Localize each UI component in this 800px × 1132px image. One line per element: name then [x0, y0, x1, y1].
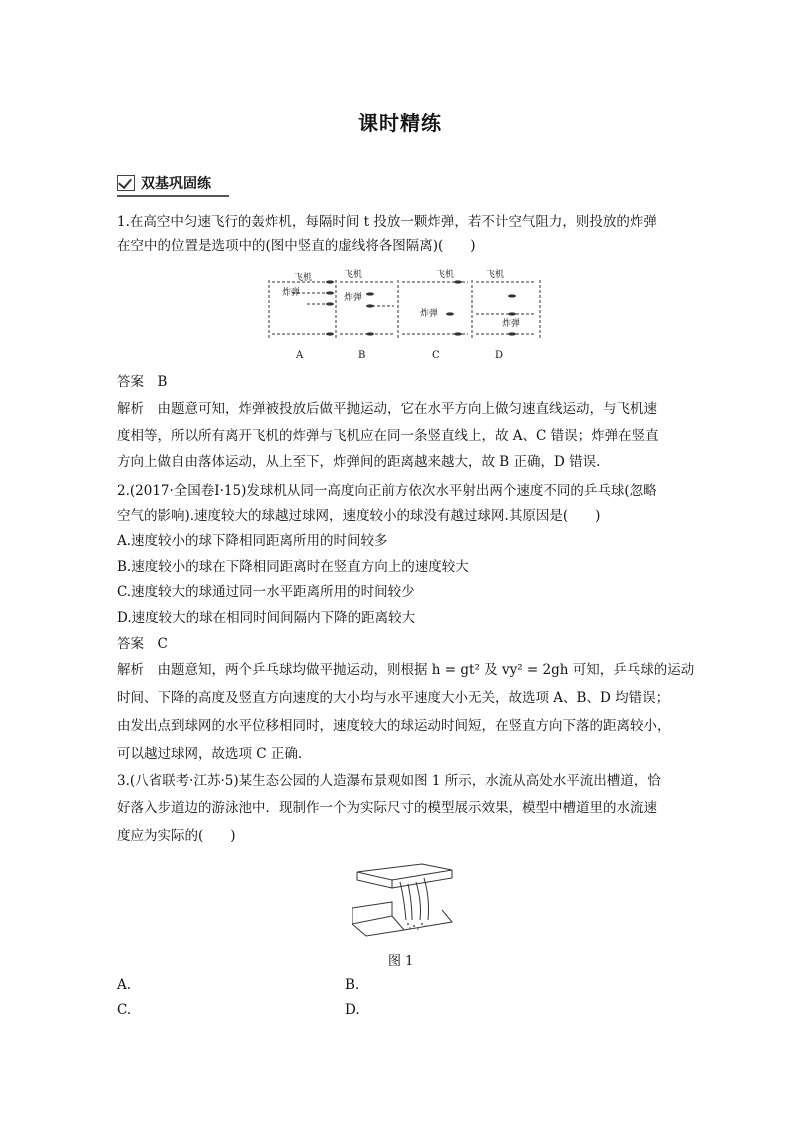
q3-option-c: C. [117, 1002, 132, 1018]
q2-analysis-line-3: 由发出点到球网的水平位移相同时，速度较大的球运动时间短，在竖直方向下落的距离较小， [117, 718, 671, 734]
q2-answer: 答案 C [117, 636, 168, 652]
q1-analysis-line-3: 方向上做自由落体运动，从上至下，炸弹间的距离越来越大，故 B 正确，D 错误. [117, 454, 601, 470]
q2-option-d: D.速度较大的球在相同时间间隔内下降的距离较大 [117, 610, 416, 626]
bomb-label-d: 炸弹 [502, 319, 521, 329]
bomb-label-b: 炸弹 [344, 293, 363, 303]
section-underline [117, 195, 229, 197]
q2-analysis-line-1: 解析 由题意知，两个乒乓球均做平抛运动，则根据 h = gt² 及 vy² = 2gh 可知，乒乓球的运动 [117, 662, 695, 678]
option-label-c: C [432, 350, 440, 361]
plane-label-c: 飞机 [436, 270, 455, 280]
checkbox-icon [117, 175, 135, 191]
q1-stem-line-2: 在空中的位置是选项中的(图中竖直的虚线将各图隔离)( ) [117, 238, 476, 254]
q1-figure [262, 266, 546, 364]
q2-stem-line-2: 空气的影响).速度较大的球越过球网，速度较小的球没有越过球网.其原因是( ) [117, 508, 601, 524]
page-title: 课时精练 [358, 111, 442, 135]
q3-option-b: B. [345, 977, 360, 993]
q2-option-a: A.速度较小的球下降相同距离所用的时间较多 [117, 533, 388, 549]
plane-label-a: 飞机 [294, 273, 313, 283]
q2-analysis-line-2: 时间、下降的高度及竖直方向速度的大小均与水平速度大小无关，故选项 A、B、D 均错误； [117, 690, 670, 706]
q2-analysis-line-4: 可以越过球网，故选项 C 正确. [117, 746, 303, 762]
q3-stem-line-2: 好落入步道边的游泳池中．现制作一个为实际尺寸的模型展示效果，模型中槽道里的水流速 [117, 800, 657, 816]
q3-stem-line-1: 3.(八省联考·江苏·5)某生态公园的人造瀑布景观如图 1 所示，水流从高处水平流出槽道，恰 [117, 773, 661, 789]
q1-analysis-line-1: 解析 由题意可知，炸弹被投放后做平抛运动，它在水平方向上做匀速直线运动，与飞机速 [117, 401, 657, 417]
bomb-label-a: 炸弹 [282, 288, 301, 298]
q1-answer: 答案 B [117, 374, 168, 390]
section-label: 双基巩固练 [141, 176, 211, 192]
q1-stem-line-1: 1.在高空中匀速飞行的轰炸机，每隔时间 t 投放一颗炸弹，若不计空气阻力，则投放的炸弹 [117, 214, 657, 230]
section-header [117, 172, 211, 194]
q2-stem-line-1: 2.(2017·全国卷Ⅰ·15)发球机从同一高度向正前方依次水平射出两个速度不同的乒乓球(忽略 [117, 483, 657, 499]
q2-option-c: C.速度较大的球通过同一水平距离所用的时间较少 [117, 584, 415, 600]
plane-label-d: 飞机 [486, 270, 505, 280]
q3-option-d: D. [345, 1002, 360, 1018]
waterfall-figure [352, 858, 462, 940]
q3-option-a: A. [117, 977, 132, 993]
q2-option-b: B.速度较小的球在下降相同距离时在竖直方向上的速度较大 [117, 559, 469, 575]
figure-caption: 图 1 [388, 954, 414, 969]
option-label-d: D [495, 350, 504, 361]
plane-label-b: 飞机 [344, 270, 363, 280]
bomb-label-c: 炸弹 [420, 309, 439, 319]
option-label-a: A [296, 350, 304, 361]
q1-analysis-line-2: 度相等，所以所有离开飞机的炸弹与飞机应在同一条竖直线上，故 A、C 错误；炸弹在竖直 [117, 428, 659, 444]
option-label-b: B [358, 350, 366, 361]
q3-stem-line-3: 度应为实际的( ) [117, 828, 236, 844]
